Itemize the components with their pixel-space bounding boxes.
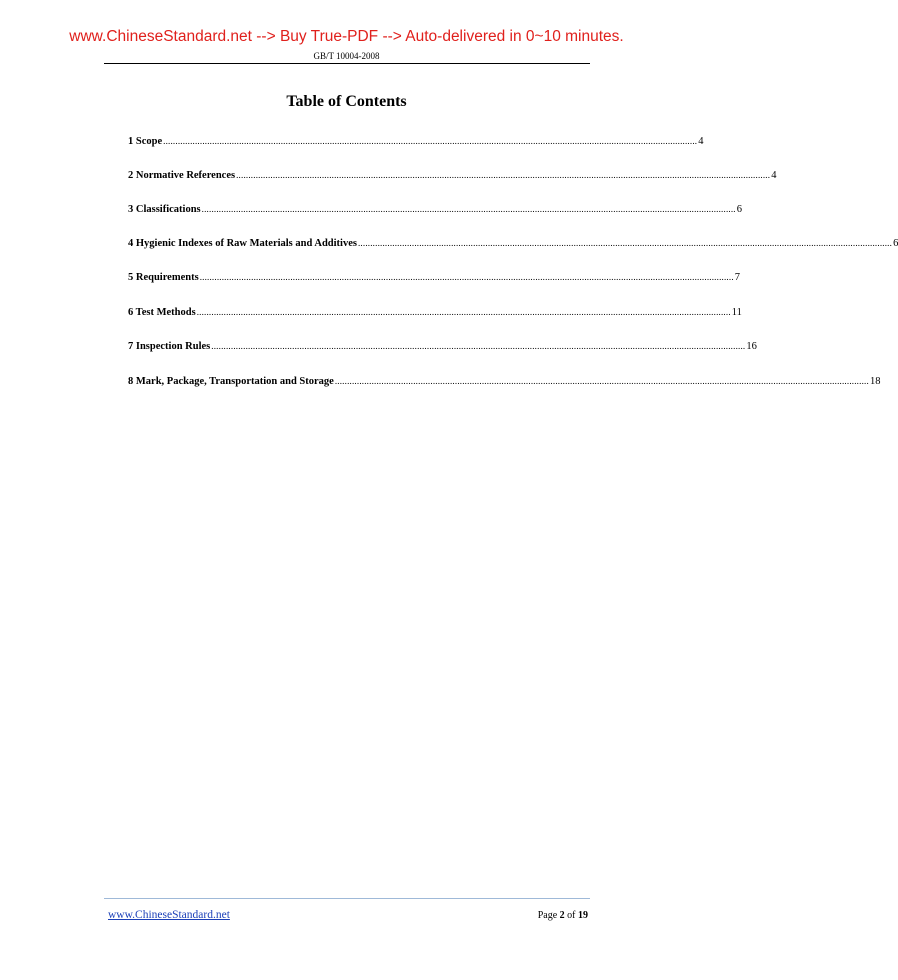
page-current: 2 [559, 910, 565, 921]
toc-entry-page: 4 [698, 136, 704, 147]
toc-entry-mark-package[interactable] [128, 374, 881, 388]
toc-entry-normative-references[interactable] [128, 168, 777, 182]
toc-entry-hygienic-indexes[interactable] [128, 236, 898, 250]
toc-entry-label: 5 Requirements [128, 272, 199, 283]
toc-entry-page: 4 [771, 170, 777, 181]
toc-dot-leader: .......................................................................................................................................................................................................................... [201, 204, 736, 214]
page-counter [538, 909, 588, 923]
toc-title: Table of Contents [286, 93, 407, 110]
toc-entry-label: 1 Scope [128, 136, 163, 147]
toc-dot-leader: .......................................................................................................................................................................................................................... [199, 272, 734, 282]
toc-entry-requirements[interactable] [128, 270, 741, 284]
toc-dot-leader: .......................................................................................................................................................................................................................... [334, 376, 869, 386]
header-divider [104, 63, 590, 64]
toc-entry-scope[interactable] [128, 134, 704, 148]
toc-entry-classifications[interactable] [128, 202, 742, 216]
toc-entry-page: 7 [734, 272, 741, 283]
promo-banner: www.ChineseStandard.net --> Buy True-PDF --> Auto-delivered in 0~10 minutes. [69, 28, 624, 45]
toc-entry-label: 8 Mark, Package, Transportation and Storage [128, 376, 334, 387]
document-code: GB/T 10004-2008 [313, 51, 380, 61]
toc-dot-leader: .......................................................................................................................................................................................................................... [357, 238, 893, 248]
toc-entry-inspection-rules[interactable] [128, 339, 757, 353]
page-of: of [567, 910, 576, 921]
page-total: 19 [578, 910, 588, 921]
toc-dot-leader: .......................................................................................................................................................................................................................... [196, 307, 731, 317]
page-prefix: Page [537, 910, 558, 921]
toc-entry-label: 6 Test Methods [128, 307, 196, 318]
toc-entry-label: 4 Hygienic Indexes of Raw Materials and Additives [128, 238, 357, 249]
toc-entry-test-methods[interactable] [128, 305, 742, 319]
toc-entry-label: 3 Classifications [128, 204, 201, 215]
toc-dot-leader: .......................................................................................................................................................................................................................... [163, 136, 698, 146]
toc-entry-page: 18 [869, 376, 881, 387]
toc-entry-label: 2 Normative References [128, 170, 236, 181]
toc-entry-label: 7 Inspection Rules [128, 341, 211, 352]
toc-entry-page: 16 [746, 341, 757, 352]
toc-entry-page: 6 [893, 238, 898, 249]
footer-website-link[interactable]: www.ChineseStandard.net [108, 909, 230, 921]
toc-dot-leader: .......................................................................................................................................................................................................................... [211, 341, 746, 351]
toc-entry-page: 11 [731, 307, 742, 318]
toc-entry-page: 6 [736, 204, 742, 215]
toc-dot-leader: .......................................................................................................................................................................................................................... [236, 170, 771, 180]
footer-divider [104, 898, 590, 899]
